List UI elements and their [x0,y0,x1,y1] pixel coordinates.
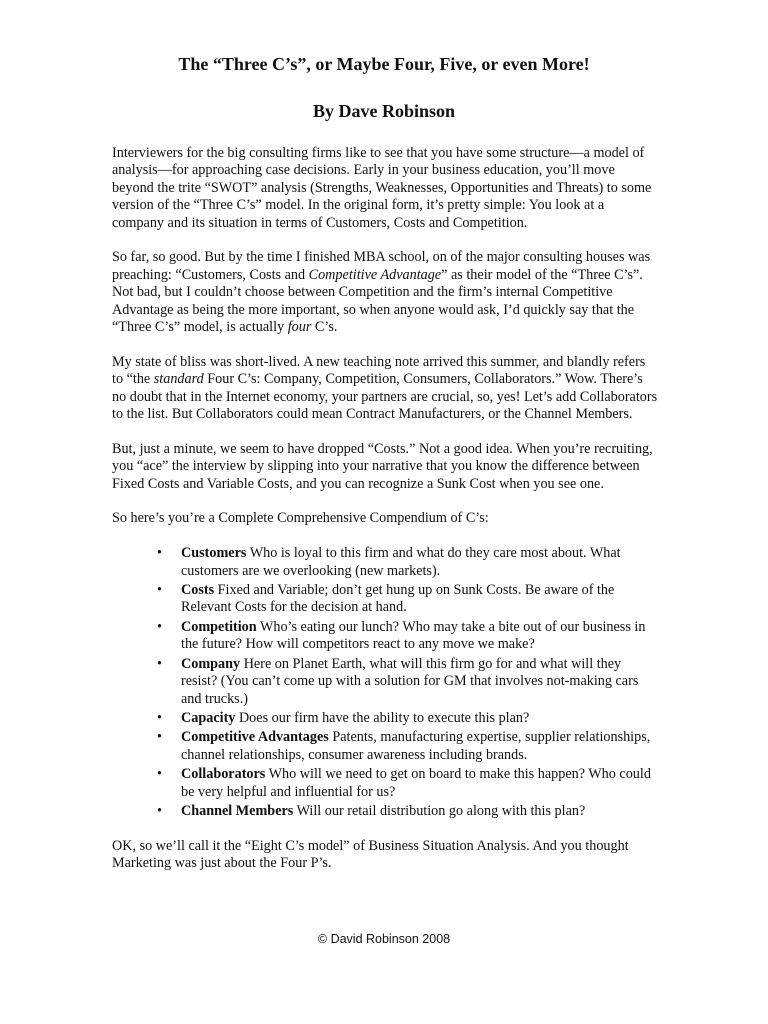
bullet-icon: • [157,582,162,599]
italic-text: Competitive Advantage [308,266,442,283]
bullet-icon: • [157,655,162,672]
list-item [112,619,658,654]
list-item-term: Customers [181,545,247,562]
bullet-icon: • [157,545,162,562]
text-run: C’s. [311,319,338,336]
list-item-text: Patents, manufacturing expertise, supplier relationships, channel relationships, consumer awareness including brands. [181,729,651,763]
text-run: My state of bliss was short-lived. A new teaching note arrived this summer, and blandly refers to “the [112,353,646,388]
list-item [112,729,658,764]
list-item-text: Who is loyal to this firm and what do they care most about. What customers are we overlooking (new markets). [181,545,621,579]
paragraph-costs: But, just a minute, we seem to have dropped “Costs.” Not a good idea. When you’re recruiting, you “ace” the interview by slipping into your narrative that you know the difference between Fixed Costs and Variable Costs, and you can recognize a Sunk Cost when you see one. [112,440,653,492]
paragraph-teaching-note [112,354,658,424]
paragraph-intro: Interviewers for the big consulting firms like to see that you have some structure—a model of analysis—for approaching case decisions. Early in your business education, you’ll move beyond the trite “SWOT” analysis (Strengths, Weaknesses, Opportunities and Threats) to some version of the “Three C’s” model. In the original form, it’s pretty simple: You look at a company and its situation in terms of Customers, Costs and Competition. [112,145,652,231]
list-item [112,582,658,617]
list-item-term: Collaborators [181,766,266,783]
list-item-term: Channel Members [181,802,294,819]
paragraph-conclusion: OK, so we’ll call it the “Eight C’s model” of Business Situation Analysis. And you thought Marketing was just about the Four P’s. [112,837,629,872]
bullet-icon: • [157,802,162,819]
text-run: ” as their model of the “Three C’s”. Not bad, but I couldn’t choose between Competition and the firm’s internal Competitive Advantage as being the more important, so when anyone would ask, I’d quickly say that the “Three C’s” model, is actually [112,266,643,336]
text-run: Four C’s: Company, Competition, Consumers, Collaborators.” Wow. There’s no doubt that in the Internet economy, your partners are crucial, so, yes! Let’s add Collaborators to the list. But Collaborators could mean Contract Manufacturers, or the Channel Members. [112,371,658,423]
bullet-icon: • [157,709,162,726]
list-item [112,545,658,580]
italic-text: four [287,319,312,336]
list-item-text: Will our retail distribution go along with this plan? [293,802,586,819]
list-item [112,656,658,708]
text-run: So far, so good. But by the time I finished MBA school, on of the major consulting houses was preaching: “Customers, Costs and [112,249,651,283]
bullet-icon: • [157,766,162,783]
list-item-term: Company [181,655,241,672]
list-item-text: Does our firm have the ability to execute this plan? [235,709,530,726]
list-item-text: Who will we need to get on board to make this happen? Who could be very helpful and influential for us? [181,766,651,800]
bullet-icon: • [157,729,162,746]
bullet-icon: • [157,618,162,635]
page-title: The “Three C’s”, or Maybe Four, Five, or even More! [178,54,590,74]
author-byline: By Dave Robinson [312,101,456,121]
list-item-text: Fixed and Variable; don’t get hung up on Sunk Costs. Be aware of the Relevant Costs for the decision at hand. [181,582,615,616]
list-item [112,710,658,727]
list-item [112,803,658,820]
list-item-term: Costs [181,582,215,599]
list-item [112,766,658,801]
paragraph-compendium-intro: So here’s you’re a Complete Comprehensive Compendium of C’s: [112,510,489,527]
list-item-term: Capacity [181,709,236,726]
list-item-term: Competition [181,618,257,635]
compendium-list [112,545,658,820]
italic-text: standard [153,371,204,388]
paragraph-four-cs [112,249,658,336]
list-item-term: Competitive Advantages [181,729,329,746]
copyright-notice: © David Robinson 2008 [317,932,451,946]
list-item-text: Who’s eating our lunch? Who may take a bite out of our business in the future? How will competitors react to any move we make? [181,618,646,653]
list-item-text: Here on Planet Earth, what will this firm go for and what will they resist? (You can’t come up with a solution for GM that involves not-making cars and trucks.) [181,655,639,707]
document-body [112,145,658,890]
